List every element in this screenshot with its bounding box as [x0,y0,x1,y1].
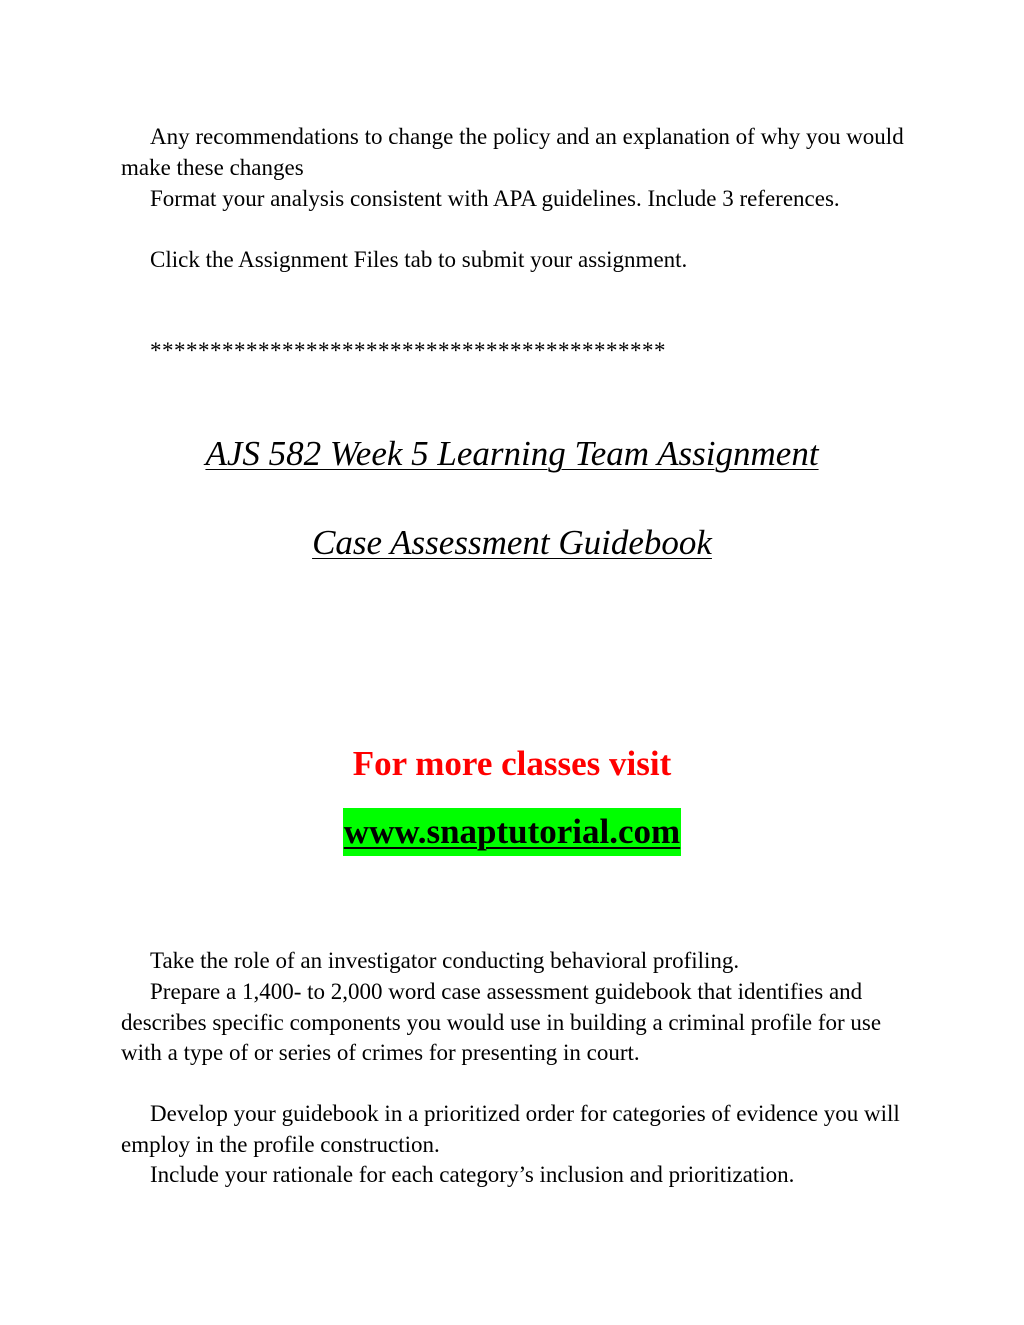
promo-text: For more classes visit [352,744,672,783]
site-link-wrapper [0,808,1024,856]
paragraph-role: Take the role of an investigator conducting behavioral profiling. [150,948,740,973]
paragraph-rationale: Include your rationale for each category’s inclusion and prioritization. [150,1162,795,1187]
paragraph-develop: Develop your guidebook in a prioritized order for categories of evidence you will employ in the profile construction. [121,1101,900,1157]
assignment-subtitle: Case Assessment Guidebook [312,523,712,562]
assignment-title: AJS 582 Week 5 Learning Team Assignment [205,434,819,473]
paragraph-submit: Click the Assignment Files tab to submit your assignment. [150,247,688,272]
site-link[interactable]: www.snaptutorial.com [343,808,681,856]
paragraph-recommendations: Any recommendations to change the policy and an explanation of why you would make these changes [121,124,904,180]
asterisk-separator: ******************************************* [150,338,666,363]
paragraph-prepare: Prepare a 1,400- to 2,000 word case assessment guidebook that identifies and describes specific components you would use in building a criminal profile for use with a type of or series of crimes for presenting in court. [121,979,882,1065]
paragraph-format: Format your analysis consistent with APA guidelines. Include 3 references. [150,186,840,211]
